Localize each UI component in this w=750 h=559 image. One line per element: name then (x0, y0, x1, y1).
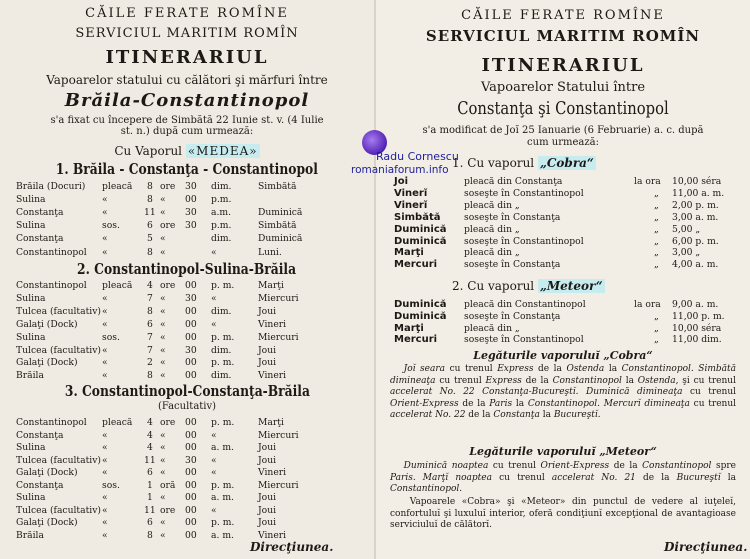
left-section-3-note: (Facultativ) (157, 401, 217, 412)
timetable-cell-action: pleacă (102, 181, 133, 192)
right-vessel-cobra: „Cobra“ (539, 156, 594, 170)
timetable-cell-day: Luni. (258, 246, 282, 258)
schedule-day: Vinerĭ (394, 199, 428, 211)
timetable-cell-h: 7 (147, 331, 153, 343)
timetable-cell-h: 5 (147, 233, 153, 245)
timetable-cell-h: 8 (147, 370, 153, 382)
schedule-ora: „ (654, 223, 659, 235)
timetable-cell-day: Duminică (258, 233, 303, 245)
right-section-1-label: 1. Cu vaporul „Cobra“ (452, 156, 594, 170)
watermark-name: Radu Cornescu (376, 150, 459, 163)
schedule-day: Duminică (394, 299, 447, 310)
schedule-time: 5,00 „ (672, 223, 701, 235)
timetable-cell-day: Miercuri (258, 479, 299, 491)
right-title: ITINERARIUL (481, 55, 645, 76)
schedule-time: 11,00 a. m. (672, 187, 725, 199)
schedule-day: Duminică (394, 310, 447, 322)
timetable-cell-action: « (102, 442, 108, 453)
schedule-ora: „ (654, 310, 659, 322)
schedule-time: 11,00 p. m. (672, 310, 725, 322)
timetable-cell-p: p.m. (211, 220, 232, 232)
timetable-cell-port: Constantinopol (16, 246, 87, 258)
timetable-cell-m: 30 (185, 181, 197, 192)
right-route: Constanţa şi Constantinopol (457, 98, 669, 119)
timetable-cell-day: Simbătă (258, 220, 297, 232)
timetable-cell-m: 00 (185, 467, 197, 478)
timetable-cell-m: 00 (185, 305, 197, 317)
right-intro-1: s'a modificat de Joĭ 25 Ianuarie (6 Februarie) a. c. după (422, 125, 704, 136)
timetable-cell-h: 2 (147, 357, 153, 369)
timetable-cell-u: « (160, 331, 166, 343)
timetable-cell-h: 4 (147, 429, 153, 441)
timetable-cell-h: 8 (147, 181, 153, 192)
timetable-cell-p: p. m. (211, 357, 235, 369)
timetable-cell-u: « (160, 318, 166, 330)
timetable-cell-port: Tulcea (facultativ) (16, 305, 102, 317)
timetable-cell-day: Joui (258, 442, 277, 453)
timetable-cell-u: « (160, 467, 166, 478)
schedule-ora: „ (654, 199, 659, 211)
timetable-cell-day: Marţi (258, 280, 284, 291)
timetable-cell-port: Brăila (16, 529, 44, 541)
timetable-cell-u: oră (160, 479, 176, 491)
timetable-cell-day: Vineri (258, 467, 287, 478)
timetable-cell-action: pleacă (102, 417, 133, 428)
timetable-cell-port: Constantinopol (16, 417, 87, 428)
schedule-ora: „ (654, 187, 659, 199)
timetable-cell-p: dim. (211, 181, 232, 192)
timetable-cell-h: 11 (144, 504, 156, 516)
timetable-cell-action: sos. (102, 479, 120, 491)
timetable-cell-day: Joui (258, 454, 277, 466)
left-vessel-name: «MEDEA» (187, 144, 258, 158)
schedule-day: Joi (394, 176, 409, 187)
timetable-cell-action: « (102, 194, 108, 206)
timetable-cell-action: « (102, 492, 108, 503)
timetable-cell-h: 7 (147, 344, 153, 356)
schedule-time: 10,00 séra (672, 176, 722, 187)
timetable-cell-u: « (160, 246, 166, 258)
timetable-cell-p: a.m. (211, 207, 232, 219)
schedule-action: soseşte în Constantinopol (464, 187, 584, 199)
right-subtitle: Vapoarelor Statului între (480, 80, 646, 95)
timetable-cell-day: Vineri (258, 529, 287, 541)
timetable-cell-day: Vineri (258, 318, 287, 330)
schedule-ora: la ora (634, 299, 661, 310)
timetable-cell-p: dim. (211, 233, 232, 245)
timetable-cell-day: Miercuri (258, 292, 299, 304)
right-connections-meteor-heading: Legăturile vaporuluĭ „Meteor“ (469, 445, 657, 458)
left-intro-2: st. n.) după cum urmează: (120, 126, 254, 137)
timetable-cell-h: 11 (144, 454, 156, 466)
schedule-time: 3,00 a. m. (672, 211, 719, 223)
timetable-cell-p: a. m. (211, 442, 234, 453)
timetable-cell-m: 00 (185, 492, 197, 503)
schedule-ora: la ora (634, 176, 661, 187)
timetable-cell-p: p.m. (211, 194, 232, 206)
timetable-cell-h: 8 (147, 529, 153, 541)
timetable-cell-h: 1 (147, 492, 153, 503)
left-vessel-line (0, 145, 374, 157)
timetable-cell-action: pleacă (102, 280, 133, 291)
timetable-cell-action: « (102, 207, 108, 219)
timetable-cell-action: « (102, 344, 108, 356)
timetable-cell-h: 7 (147, 292, 153, 304)
timetable-cell-port: Tulcea (facultativ) (16, 454, 102, 466)
timetable-cell-port: Brăila (16, 370, 44, 382)
timetable-cell-h: 8 (147, 246, 153, 258)
timetable-cell-p: a. m. (211, 492, 234, 503)
schedule-action: soseşte în Constanţa (464, 259, 561, 271)
left-notice (0, 0, 374, 559)
timetable-cell-m: 30 (185, 292, 197, 304)
schedule-action: soseşte în Constantinopol (464, 334, 584, 346)
right-connections-cobra-text: Joĭ seara cu trenul Express de la Ostenda la Constantinopol. Simbătă dimineaţa cu trenul Express de la Constantinopol la Ostenda, şi cu trenul accelerat No. 22 Constanţa-Bucureştĭ. Duminică dimineaţa cu trenul Orient-Express de la Paris la Constantinopol. Mercurĭ dimineaţa cu trenul accelerat No. 22 de la Constanţa la Bucureştĭ. (390, 364, 737, 421)
timetable-cell-m: 00 (185, 357, 197, 369)
timetable-cell-day: Joui (258, 357, 277, 369)
timetable-cell-h: 6 (147, 517, 153, 528)
timetable-cell-port: Tulcea (facultativ) (16, 504, 102, 516)
schedule-action: pleacă din Constanţa (464, 176, 563, 187)
timetable-cell-day: Marţi (258, 417, 284, 428)
schedule-action: pleacă din „ (464, 199, 520, 211)
timetable-cell-h: 6 (147, 467, 153, 478)
left-route: Brăila-Constantinopol (64, 90, 310, 111)
timetable-cell-port: Galaţi (Dock) (16, 318, 78, 330)
right-section-2-label: 2. Cu vaporul „Meteor“ (452, 279, 603, 293)
timetable-cell-h: 11 (144, 207, 156, 219)
left-header-railways: CĂILE FERATE ROMÎNE (85, 6, 289, 21)
right-closing-text: Vapoarele «Cobra» şi «Meteor» din punctul de vedere al iuţeleĭ, confortuluĭ şi luxuluĭ interior, oferă condiţiunĭ excepţional de avantagioase serviciuluĭ de călătorĭ. (390, 497, 736, 531)
schedule-day: Vinerĭ (394, 187, 428, 199)
timetable-cell-action: « (102, 292, 108, 304)
schedule-action: pleacă din „ (464, 223, 520, 235)
timetable-cell-p: p. m. (211, 417, 235, 428)
schedule-action: soseşte în Constanţa (464, 310, 561, 322)
timetable-cell-action: sos. (102, 331, 120, 343)
schedule-day: Duminică (394, 223, 447, 235)
schedule-time: 6,00 p. m. (672, 235, 719, 247)
timetable-cell-m: 00 (185, 429, 197, 441)
schedule-day: Mercuri (394, 334, 438, 346)
timetable-cell-m: 30 (185, 454, 197, 466)
left-section-3-title: 3. Constantinopol-Constanţa-Brăila (64, 382, 310, 400)
timetable-cell-day: Vineri (258, 370, 287, 382)
timetable-cell-p: « (211, 292, 217, 304)
timetable-cell-m: 00 (185, 504, 197, 516)
schedule-ora: „ (654, 247, 659, 259)
timetable-cell-m: 30 (185, 344, 197, 356)
right-signature: Direcţiunea. (664, 540, 748, 554)
timetable-cell-u: « (160, 194, 166, 206)
timetable-cell-port: Sulina (16, 331, 46, 343)
schedule-day: Marţi (394, 247, 424, 259)
schedule-action: soseşte în Constanţa (464, 211, 561, 223)
timetable-cell-u: ore (160, 220, 176, 232)
timetable-cell-m: 00 (185, 194, 197, 206)
timetable-cell-m: 30 (185, 207, 197, 219)
schedule-ora: „ (654, 211, 659, 223)
timetable-cell-port: Sulina (16, 194, 46, 206)
timetable-cell-u: « (160, 207, 166, 219)
schedule-time: 10,00 séra (672, 322, 722, 334)
left-signature: Direcţiunea. (250, 540, 334, 554)
schedule-action: pleacă din „ (464, 322, 520, 334)
timetable-cell-m: 00 (185, 479, 197, 491)
timetable-cell-p: « (211, 504, 217, 516)
timetable-cell-port: Constanţa (16, 479, 64, 491)
schedule-action: pleacă din Constantinopol (464, 299, 586, 310)
timetable-cell-port: Constantinopol (16, 280, 87, 291)
timetable-cell-u: ore (160, 280, 176, 291)
schedule-day: Marţi (394, 322, 424, 334)
timetable-cell-port: Sulina (16, 442, 46, 453)
right-connections-cobra-heading: Legăturile vaporuluĭ „Cobra“ (473, 349, 653, 362)
timetable-cell-port: Galaţi (Dock) (16, 517, 78, 528)
timetable-cell-h: 4 (147, 442, 153, 453)
timetable-cell-port: Sulina (16, 220, 46, 232)
timetable-cell-port: Sulina (16, 292, 46, 304)
timetable-cell-action: « (102, 467, 108, 478)
timetable-cell-day: Miercuri (258, 429, 299, 441)
schedule-day: Simbătă (394, 211, 441, 223)
timetable-cell-action: « (102, 504, 108, 516)
timetable-cell-action: « (102, 370, 108, 382)
schedule-ora: „ (654, 235, 659, 247)
timetable-cell-day: Duminică (258, 207, 303, 219)
timetable-cell-h: 6 (147, 318, 153, 330)
timetable-cell-u: « (160, 292, 166, 304)
timetable-cell-action: sos. (102, 220, 120, 232)
timetable-cell-day: Joui (258, 344, 277, 356)
timetable-cell-h: 8 (147, 305, 153, 317)
timetable-cell-m: 00 (185, 370, 197, 382)
right-notice (376, 0, 750, 559)
timetable-cell-p: p. m. (211, 479, 235, 491)
schedule-time: 11,00 dim. (672, 334, 722, 346)
schedule-ora: „ (654, 259, 659, 271)
timetable-cell-m: 00 (185, 517, 197, 528)
timetable-cell-u: « (160, 529, 166, 541)
timetable-cell-m: 00 (185, 331, 197, 343)
timetable-cell-u: « (160, 305, 166, 317)
timetable-cell-day: Simbătă (258, 181, 297, 192)
schedule-action: pleacă din „ (464, 247, 520, 259)
timetable-cell-u: « (160, 429, 166, 441)
timetable-cell-action: « (102, 233, 108, 245)
left-intro-1: s'a fixat cu începere de Simbătă 22 Iunie st. v. (4 Iulie (50, 115, 324, 126)
timetable-cell-p: « (211, 454, 217, 466)
timetable-cell-p: dim. (211, 305, 232, 317)
schedule-day: Mercuri (394, 259, 438, 271)
right-intro-2: cum urmează: (527, 137, 599, 148)
timetable-cell-action: « (102, 429, 108, 441)
timetable-cell-m: 00 (185, 417, 197, 428)
timetable-cell-day: Miercuri (258, 331, 299, 343)
timetable-cell-action: « (102, 529, 108, 541)
timetable-cell-p: a. m. (211, 529, 234, 541)
timetable-cell-day: Joui (258, 517, 277, 528)
left-header-maritime: SERVICIUL MARITIM ROMÎN (75, 26, 299, 41)
timetable-cell-day: Joui (258, 305, 277, 317)
timetable-cell-u: « (160, 454, 166, 466)
timetable-cell-action: « (102, 517, 108, 528)
timetable-cell-port: Constanţa (16, 207, 64, 219)
timetable-cell-p: p. m. (211, 331, 235, 343)
timetable-cell-u: « (160, 517, 166, 528)
watermark-site: romaniaforum.info (351, 164, 449, 176)
timetable-cell-port: Constanţa (16, 429, 64, 441)
timetable-cell-u: ore (160, 181, 176, 192)
timetable-cell-p: « (211, 246, 217, 258)
left-subtitle: Vapoarelor statului cu călători şi mărfuri între (46, 73, 328, 87)
schedule-ora: „ (654, 322, 659, 334)
schedule-time: 4,00 a. m. (672, 259, 719, 271)
timetable-cell-p: p. m. (211, 517, 235, 528)
timetable-cell-p: p. m. (211, 280, 235, 291)
timetable-cell-u: « (160, 233, 166, 245)
timetable-cell-h: 4 (147, 280, 153, 291)
schedule-time: 3,00 „ (672, 247, 701, 259)
timetable-cell-u: ore (160, 417, 176, 428)
timetable-cell-h: 6 (147, 220, 153, 232)
right-vessel-meteor: „Meteor“ (539, 279, 603, 293)
timetable-cell-action: « (102, 246, 108, 258)
right-header-railways: CĂILE FERATE ROMÎNE (461, 8, 665, 23)
timetable-cell-port: Tulcea (facultativ) (16, 344, 102, 356)
right-header-maritime: SERVICIUL MARITIM ROMÎN (425, 27, 701, 45)
timetable-cell-m: 00 (185, 529, 197, 541)
schedule-time: 9,00 a. m. (672, 299, 719, 310)
timetable-cell-port: Constanţa (16, 233, 64, 245)
timetable-cell-h: 1 (147, 479, 153, 491)
timetable-cell-u: « (160, 370, 166, 382)
timetable-cell-port: Sulina (16, 492, 46, 503)
timetable-cell-action: « (102, 305, 108, 317)
left-vessel-prefix: Cu Vaporul (114, 144, 183, 158)
timetable-cell-u: « (160, 344, 166, 356)
timetable-cell-action: « (102, 357, 108, 369)
timetable-cell-h: 4 (147, 417, 153, 428)
timetable-cell-m: 00 (185, 318, 197, 330)
left-section-1-title: 1. Brăila - Constanţa - Constantinopol (55, 160, 319, 178)
timetable-cell-m: 00 (185, 442, 197, 453)
schedule-time: 2,00 p. m. (672, 199, 719, 211)
timetable-cell-p: dim. (211, 370, 232, 382)
timetable-cell-action: « (102, 454, 108, 466)
timetable-cell-port: Brăila (Docuri) (16, 181, 86, 192)
timetable-cell-p: « (211, 318, 217, 330)
timetable-cell-port: Galaţi (Dock) (16, 357, 78, 369)
left-title: ITINERARIUL (105, 47, 269, 68)
schedule-ora: „ (654, 334, 659, 346)
timetable-cell-u: « (160, 357, 166, 369)
timetable-cell-h: 8 (147, 194, 153, 206)
timetable-cell-m: 30 (185, 220, 197, 232)
schedule-action: soseşte în Constantinopol (464, 235, 584, 247)
timetable-cell-day: Joui (258, 492, 277, 503)
timetable-cell-action: « (102, 318, 108, 330)
left-section-2-title: 2. Constantinopol-Sulina-Brăila (77, 260, 297, 278)
timetable-cell-p: « (211, 467, 217, 478)
timetable-cell-u: ore (160, 504, 176, 516)
timetable-cell-port: Galaţi (Dock) (16, 467, 78, 478)
timetable-cell-m: 00 (185, 280, 197, 291)
timetable-cell-day: Joui (258, 504, 277, 516)
right-connections-meteor-text: Duminică noaptea cu trenul Orient-Express de la Constantinopol spre Paris. Marţĭ noaptea cu trenul accelerat No. 21 de la Bucureştĭ la Constantinopol. (390, 461, 737, 495)
timetable-cell-p: « (211, 429, 217, 441)
timetable-cell-p: dim. (211, 344, 232, 356)
timetable-cell-u: « (160, 492, 166, 503)
schedule-day: Duminică (394, 235, 447, 247)
timetable-cell-u: « (160, 442, 166, 453)
